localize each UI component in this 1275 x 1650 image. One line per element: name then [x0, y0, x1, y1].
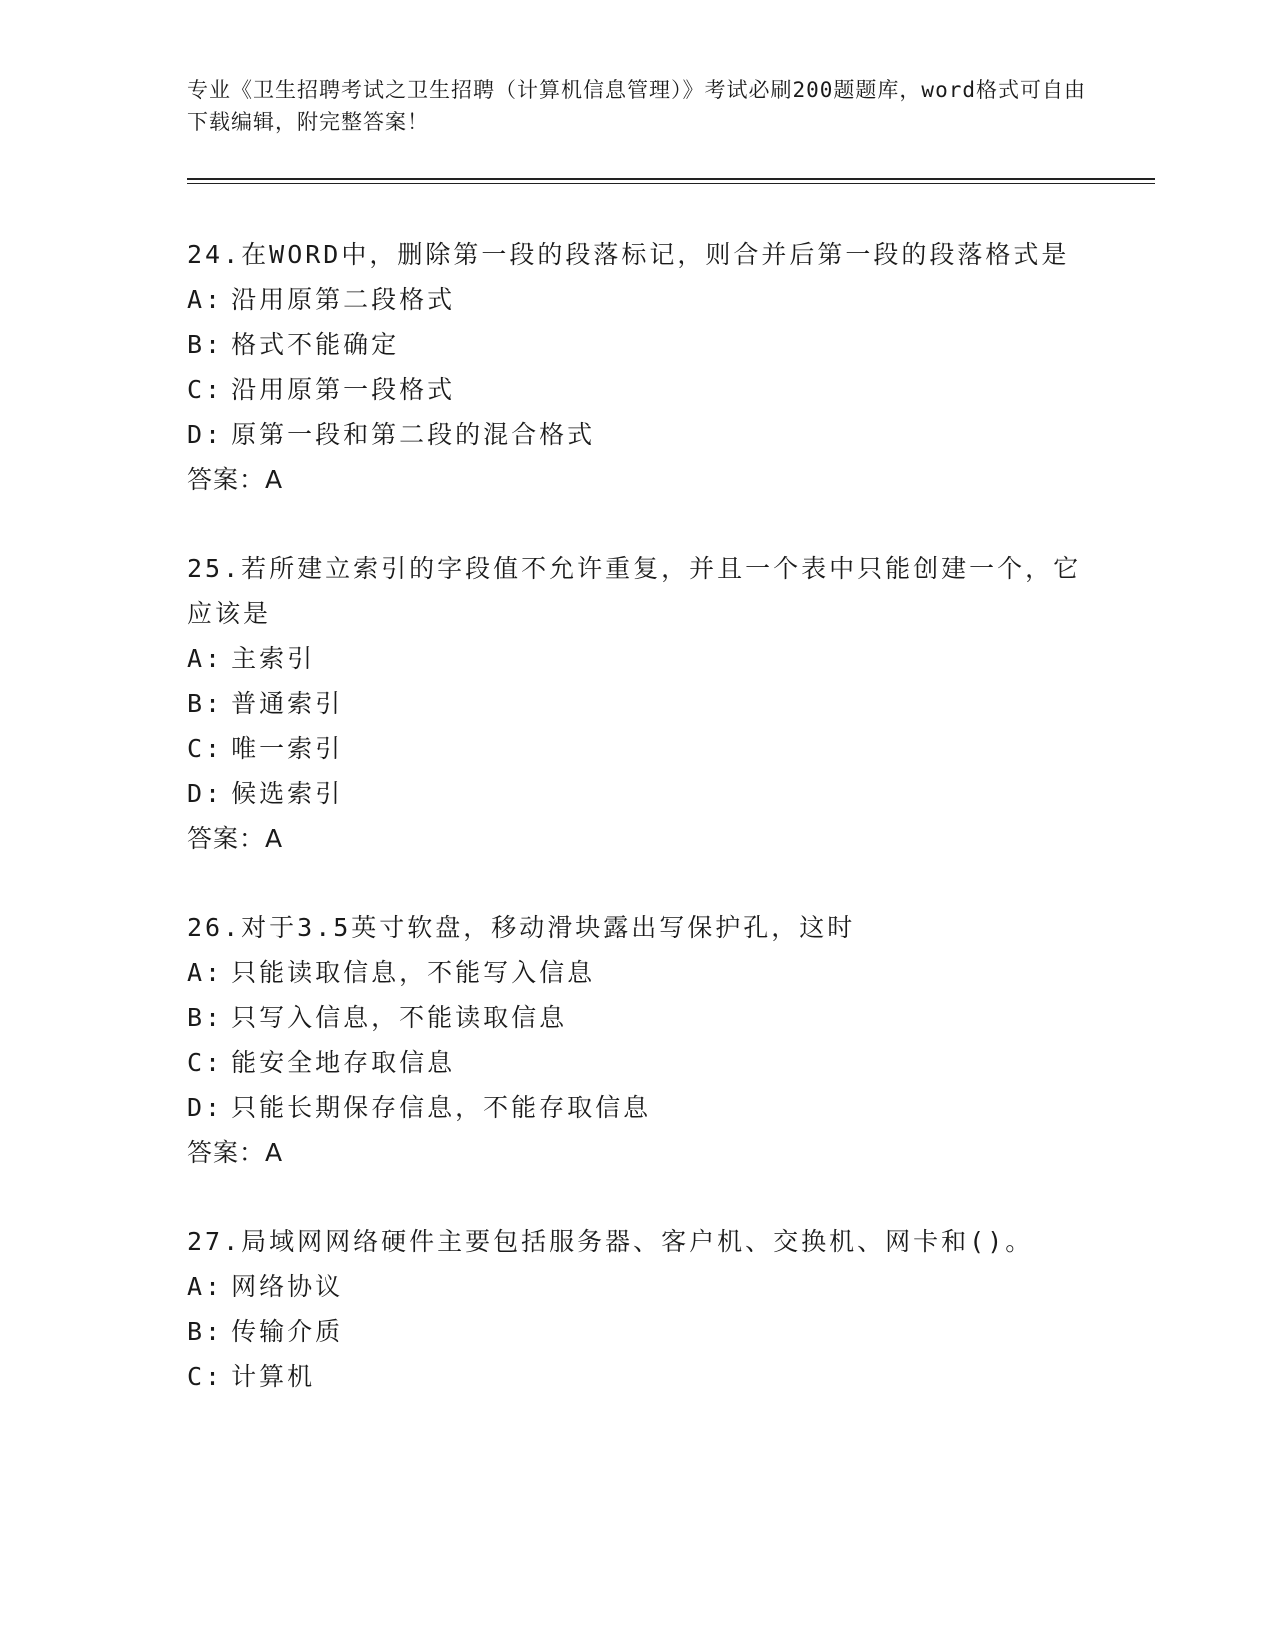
option-c — [187, 1354, 1087, 1399]
question-list — [187, 232, 1087, 1443]
option-text: 格式不能确定 — [231, 330, 400, 359]
option-text: 只能读取信息，不能写入信息 — [231, 958, 596, 987]
option-text: 只能长期保存信息，不能存取信息 — [231, 1093, 652, 1122]
question-27 — [187, 1219, 1087, 1399]
option-text: 网络协议 — [231, 1272, 344, 1301]
option-d — [187, 412, 1087, 457]
option-text: 传输介质 — [231, 1317, 344, 1346]
option-letter: D: — [187, 420, 224, 449]
option-text: 沿用原第二段格式 — [231, 285, 456, 314]
header-rule-thin — [187, 183, 1155, 184]
option-letter: B: — [187, 689, 224, 718]
option-letter: D: — [187, 779, 224, 808]
option-text: 主索引 — [231, 644, 316, 673]
option-b — [187, 322, 1087, 367]
option-text: 普通索引 — [231, 689, 344, 718]
option-letter: C: — [187, 375, 224, 404]
option-text: 候选索引 — [231, 779, 344, 808]
option-letter: D: — [187, 1093, 224, 1122]
option-letter: B: — [187, 1003, 224, 1032]
answer-line: 答案：A — [187, 465, 284, 494]
option-letter: B: — [187, 1317, 224, 1346]
option-letter: B: — [187, 330, 224, 359]
question-26 — [187, 905, 1087, 1175]
option-letter: C: — [187, 1362, 224, 1391]
question-25 — [187, 546, 1087, 861]
option-letter: A: — [187, 285, 224, 314]
option-text: 能安全地存取信息 — [231, 1048, 456, 1077]
option-d — [187, 771, 1087, 816]
option-b — [187, 681, 1087, 726]
option-a — [187, 1264, 1087, 1309]
answer-line: 答案：A — [187, 824, 284, 853]
question-stem: 26.对于3.5英寸软盘，移动滑块露出写保护孔，这时 — [187, 913, 856, 942]
option-letter: A: — [187, 1272, 224, 1301]
option-a — [187, 277, 1087, 322]
option-letter: C: — [187, 734, 224, 763]
option-text: 唯一索引 — [231, 734, 344, 763]
option-c — [187, 726, 1087, 771]
option-d — [187, 1085, 1087, 1130]
option-letter: A: — [187, 958, 224, 987]
option-text: 原第一段和第二段的混合格式 — [231, 420, 596, 449]
option-b — [187, 1309, 1087, 1354]
option-c — [187, 1040, 1087, 1085]
document-header: 专业《卫生招聘考试之卫生招聘（计算机信息管理）》考试必刷200题题库，word格式可自由下载编辑，附完整答案！ — [187, 78, 1086, 134]
option-a — [187, 950, 1087, 995]
question-stem: 27.局域网网络硬件主要包括服务器、客户机、交换机、网卡和()。 — [187, 1227, 1034, 1256]
answer-line: 答案：A — [187, 1138, 284, 1167]
header-rule-thick — [187, 178, 1155, 180]
option-letter: C: — [187, 1048, 224, 1077]
option-text: 沿用原第一段格式 — [231, 375, 456, 404]
question-stem: 25.若所建立索引的字段值不允许重复，并且一个表中只能创建一个，它应该是 — [187, 554, 1082, 628]
option-a — [187, 636, 1087, 681]
option-text: 计算机 — [231, 1362, 316, 1391]
option-b — [187, 995, 1087, 1040]
question-24 — [187, 232, 1087, 502]
option-c — [187, 367, 1087, 412]
option-letter: A: — [187, 644, 224, 673]
option-text: 只写入信息，不能读取信息 — [231, 1003, 568, 1032]
question-stem: 24.在WORD中，删除第一段的段落标记，则合并后第一段的段落格式是 — [187, 240, 1070, 269]
